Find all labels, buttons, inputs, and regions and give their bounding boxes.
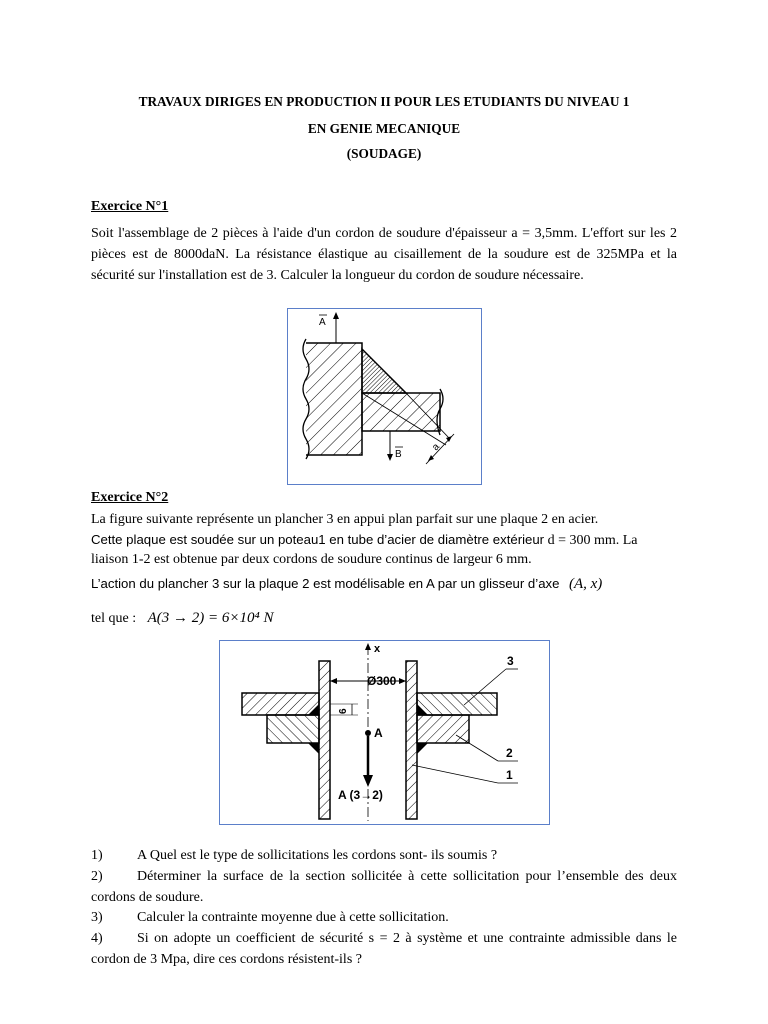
horizontal-plate bbox=[362, 389, 443, 435]
exercise-2-line-2-start: Cette plaque est soudée sur un poteau1 en tube d’acier de diamètre extérieur bbox=[91, 532, 545, 547]
exercise-2-title: Exercice N°2 bbox=[91, 490, 169, 505]
question-2-number: 2) bbox=[91, 869, 103, 884]
force-formula: A(3 → 2) = 6×10⁴ N bbox=[147, 610, 274, 626]
part-2-label: 2 bbox=[506, 746, 513, 760]
header-line-1: TRAVAUX DIRIGES EN PRODUCTION II POUR LES ETUDIANTS DU NIVEAU 1 bbox=[138, 94, 630, 109]
exercise-2-line-2-end: d = 300 mm. La bbox=[544, 533, 638, 548]
tel-que-label: tel que : bbox=[91, 611, 137, 626]
weld-figure-2 bbox=[219, 640, 550, 825]
weld-throat-label: a bbox=[430, 441, 442, 454]
question-2 bbox=[91, 866, 677, 908]
weld-figure-1 bbox=[287, 308, 482, 485]
exercise-2-line-4-text: L’action du plancher 3 sur la plaque 2 est modélisable en A par un glisseur d’axe bbox=[91, 576, 560, 591]
axis-notation: (A, x) bbox=[568, 576, 603, 592]
exercise-2-line-2 bbox=[91, 532, 677, 549]
question-3-number: 3) bbox=[91, 910, 103, 925]
header-line-2: EN GENIE MECANIQUE bbox=[307, 121, 461, 136]
axis-x-label: x bbox=[374, 643, 381, 655]
point-a-label: A bbox=[374, 726, 383, 740]
exercise-1-title: Exercice N°1 bbox=[91, 199, 169, 214]
weld-size-label: 6 bbox=[338, 708, 349, 714]
force-a-32-label: A (3→2) bbox=[338, 788, 383, 802]
weld-diagram-1 bbox=[288, 309, 481, 484]
question-4 bbox=[91, 928, 677, 970]
weld-bead bbox=[362, 349, 406, 393]
exercise-2-line-3: liaison 1-2 est obtenue par deux cordons de soudure continus de largeur 6 mm. bbox=[91, 552, 532, 567]
floor-plate-3 bbox=[242, 693, 497, 715]
exercise-2-line-4 bbox=[91, 576, 677, 593]
question-2-text: Déterminer la surface de la section sollicitée à cette sollicitation pour l’ensemble des deux cordons de soudure. bbox=[91, 869, 677, 905]
question-1-text: A Quel est le type de sollicitations les cordons sont- ils soumis ? bbox=[137, 848, 498, 863]
header-line-3: (SOUDAGE) bbox=[346, 146, 422, 161]
question-3 bbox=[91, 907, 677, 928]
exercise-2-formula-line bbox=[91, 610, 677, 627]
question-4-text: Si on adopte un coefficient de sécurité s = 2 à système et une contrainte admissible dans le cordon de 3 Mpa, dire ces cordons résistent-ils ? bbox=[91, 931, 677, 967]
force-label-b: B bbox=[395, 449, 402, 460]
weld-diagram-2 bbox=[220, 641, 549, 824]
vertical-plate bbox=[303, 339, 362, 459]
exercise-1-text: Soit l'assemblage de 2 pièces à l'aide d'un cordon de soudure d'épaisseur a = 3,5mm. L'effort sur les 2 pièces est de 8000daN. La résistance élastique au cisaillement de la soudure est de 325MPa et la sécurité sur l'installation est de 3. Calculer la longueur du cordon de soudure nécessaire. bbox=[91, 226, 677, 283]
diameter-label: Ø300 bbox=[367, 674, 397, 688]
force-label-a: A bbox=[319, 317, 326, 328]
question-1 bbox=[91, 845, 677, 866]
exercise-2-line-1: La figure suivante représente un plancher 3 en appui plan parfait sur une plaque 2 en acier. bbox=[91, 512, 599, 527]
question-4-number: 4) bbox=[91, 931, 103, 946]
part-1-label: 1 bbox=[506, 768, 513, 782]
question-3-text: Calculer la contrainte moyenne due à cette sollicitation. bbox=[137, 910, 449, 925]
part-3-label: 3 bbox=[507, 654, 514, 668]
question-1-number: 1) bbox=[91, 848, 103, 863]
